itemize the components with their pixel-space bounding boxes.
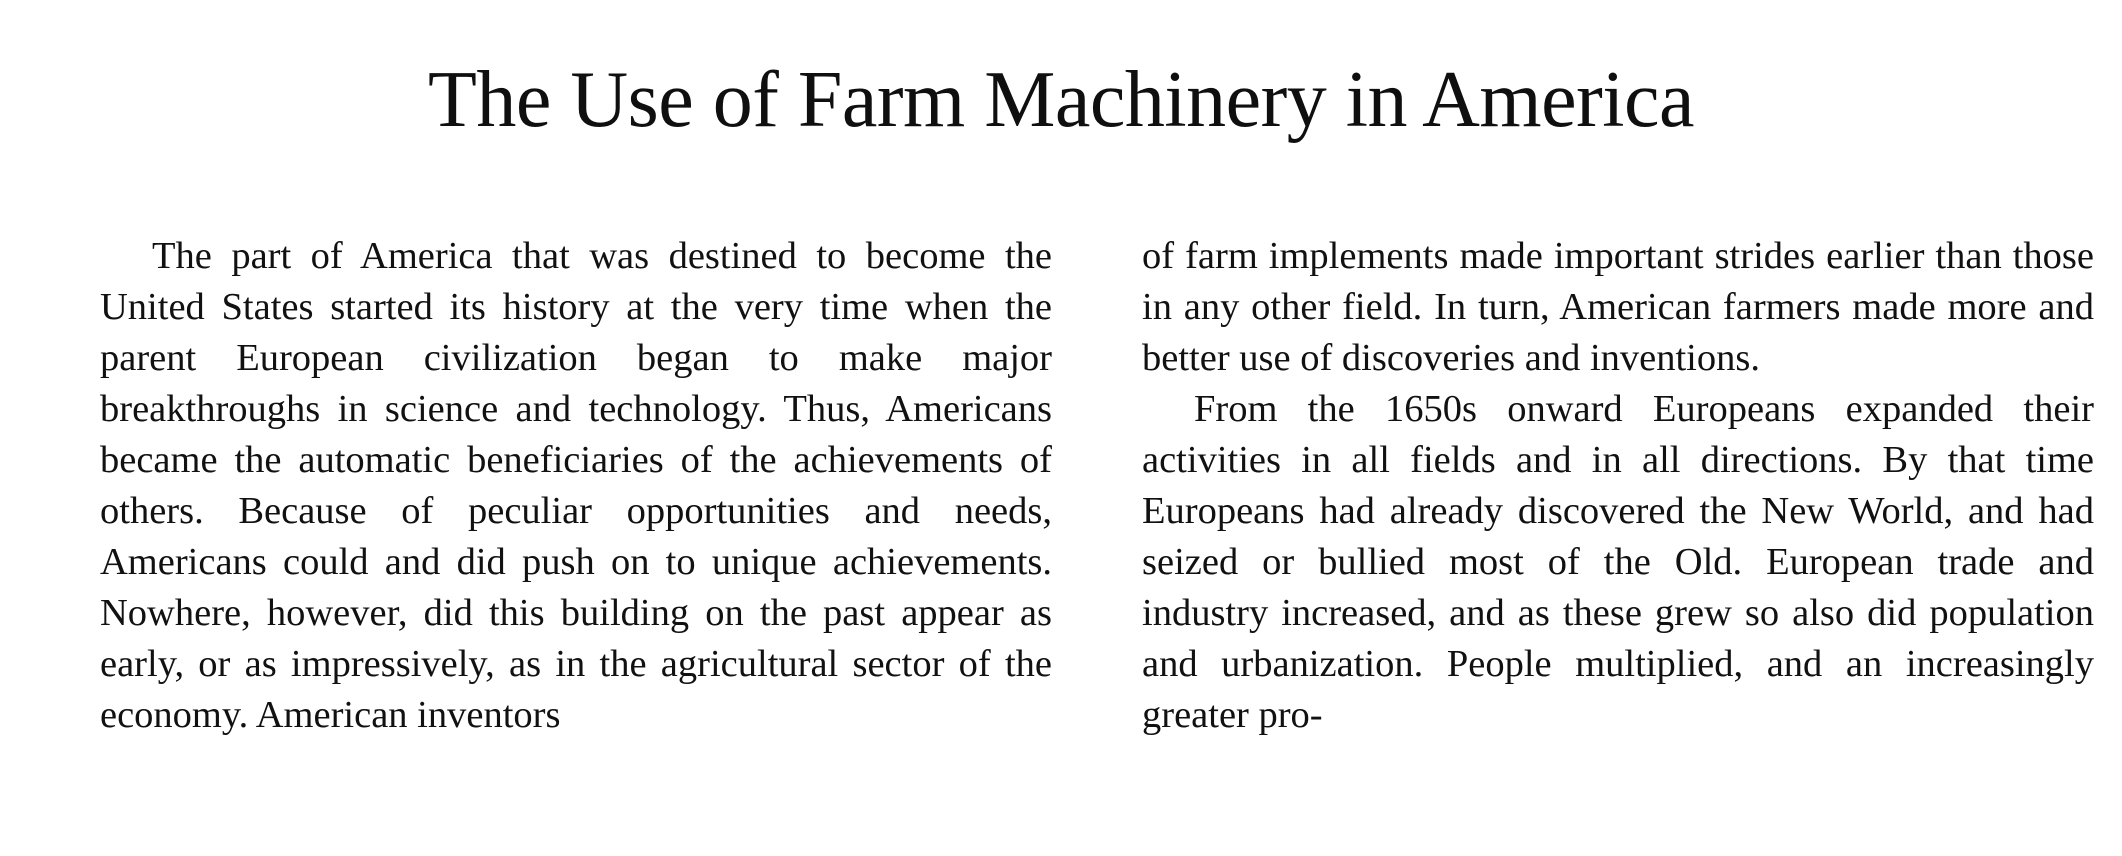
article-title: The Use of Farm Machinery in America [427, 56, 1695, 144]
right-paragraph-continued: of farm implements made important strides earlier than those in any other field. In turn, American farmers made more and better use of discoveries and inventions. [1142, 235, 2094, 379]
left-text-column [100, 231, 1052, 741]
left-paragraph-1: The part of America that was destined to become the United States started its history at the very time when the parent European civilization began to make major breakthroughs in science and technology. Thus, Americans became the automatic beneficiaries of the achievements of others. Because of peculiar opportunities and needs, Americans could and did push on to unique achievements. Nowhere, however, did this building on the past appear as early, or as impressively, as in the agricultural sector of the economy. American inventors [100, 235, 1052, 736]
right-paragraph-2: From the 1650s onward Europeans expanded their activities in all fields and in all directions. By that time Europeans had already discovered the New World, and had seized or bullied most of the Old. European trade and industry increased, and as these grew so also did population and urbanization. People multiplied, and an increasingly greater pro- [1142, 388, 2094, 736]
right-text-column [1142, 231, 2094, 741]
